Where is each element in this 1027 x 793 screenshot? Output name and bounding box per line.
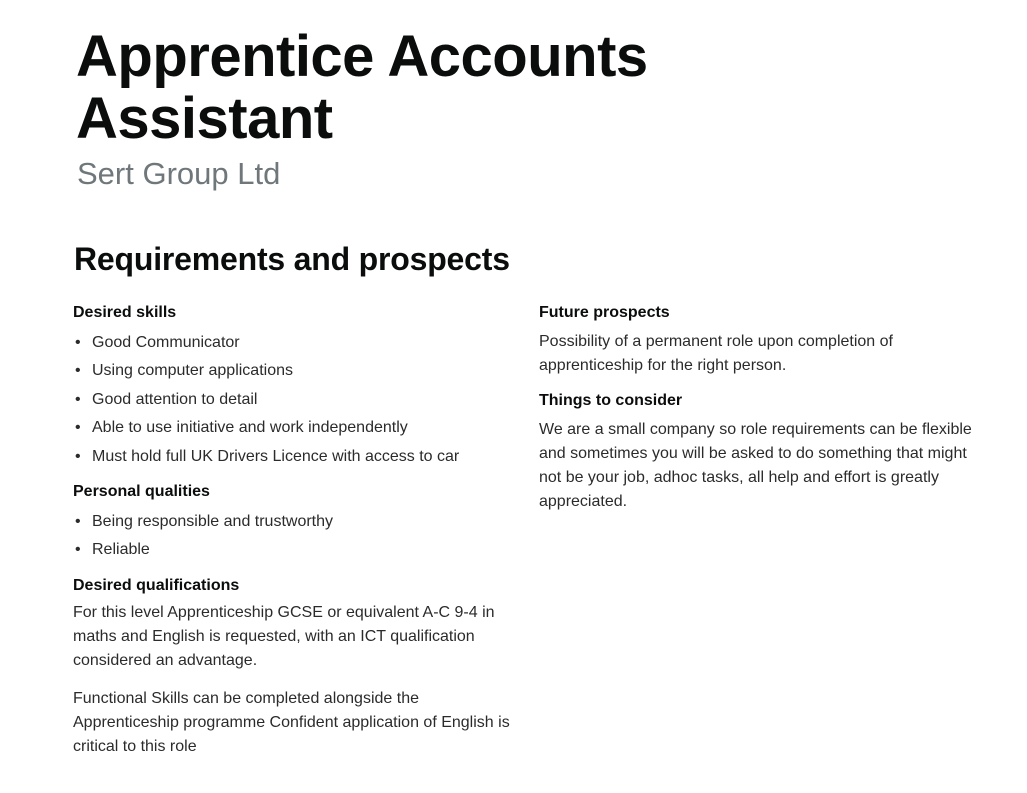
list-item bbox=[73, 508, 523, 536]
list-item-text: Must hold full UK Drivers Licence with access to car bbox=[92, 447, 460, 465]
personal-qualities-list bbox=[73, 508, 523, 565]
list-item bbox=[73, 414, 523, 442]
qualifications-paragraph-1: For this level Apprenticeship GCSE or equivalent A-C 9-4 in maths and English is requested, with an ICT qualification considered an advantage. bbox=[73, 603, 495, 669]
future-prospects-heading: Future prospects bbox=[539, 304, 670, 321]
desired-qualifications-heading: Desired qualifications bbox=[73, 576, 240, 594]
list-item bbox=[73, 386, 523, 414]
personal-qualities-heading: Personal qualities bbox=[73, 483, 210, 501]
bullet-icon: • bbox=[75, 513, 81, 531]
job-title: Apprentice Accounts Assistant bbox=[76, 24, 648, 151]
bullet-icon: • bbox=[75, 390, 81, 408]
left-column bbox=[73, 302, 523, 759]
section-heading-requirements: Requirements and prospects bbox=[74, 241, 510, 277]
future-prospects-text: Possibility of a permanent role upon completion of apprenticeship for the right person. bbox=[539, 333, 893, 374]
list-item-text: Using computer applications bbox=[92, 362, 293, 380]
list-item-text: Being responsible and trustworthy bbox=[92, 513, 334, 531]
employer-name: Sert Group Ltd bbox=[77, 156, 281, 191]
bullet-icon: • bbox=[75, 447, 81, 465]
things-to-consider-text: We are a small company so role requirements can be flexible and sometimes you will be asked to do something that might not be your job, adhoc tasks, all help and effort is greatly appreciated. bbox=[539, 421, 972, 510]
list-item-text: Able to use initiative and work independently bbox=[92, 419, 408, 437]
list-item bbox=[73, 443, 523, 471]
list-item-text: Good attention to detail bbox=[92, 390, 258, 408]
list-item-text: Good Communicator bbox=[92, 334, 240, 351]
things-to-consider-heading: Things to consider bbox=[539, 392, 683, 409]
list-item bbox=[73, 536, 523, 564]
qualifications-paragraph-2: Functional Skills can be completed alongside the Apprenticeship programme Confident application of English is critical to this role bbox=[73, 689, 510, 755]
list-item bbox=[73, 329, 523, 357]
bullet-icon: • bbox=[75, 334, 81, 351]
right-column bbox=[539, 302, 989, 514]
bullet-icon: • bbox=[75, 541, 81, 559]
bullet-icon: • bbox=[75, 362, 81, 380]
bullet-icon: • bbox=[75, 419, 81, 437]
list-item-text: Reliable bbox=[92, 541, 150, 559]
desired-skills-heading: Desired skills bbox=[73, 304, 177, 321]
desired-skills-list bbox=[73, 329, 523, 471]
list-item bbox=[73, 357, 523, 385]
